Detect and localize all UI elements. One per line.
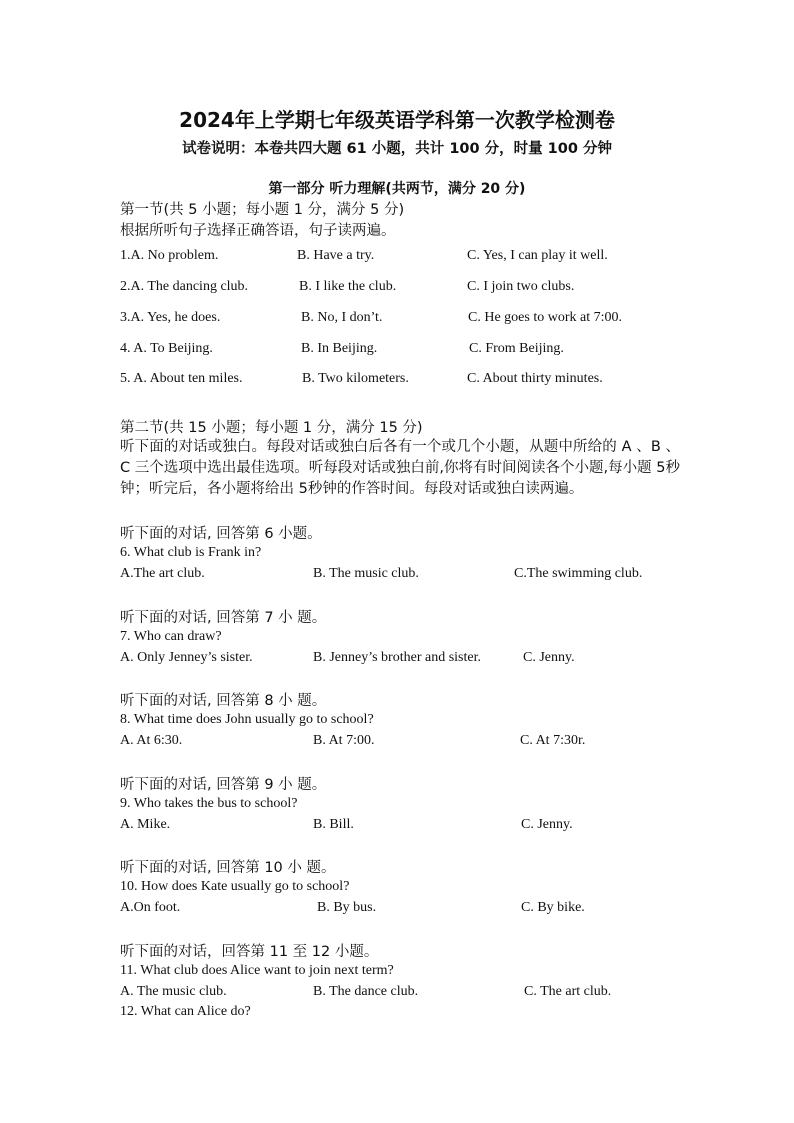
q1-option-b: B. Have a try.	[297, 248, 375, 263]
q9-question: 9. Who takes the bus to school?	[120, 796, 298, 811]
q7-option-b: B. Jenney’s brother and sister.	[313, 650, 481, 665]
q8-option-c: C. At 7:30r.	[520, 733, 586, 748]
part1-heading: 第一部分 听力理解(共两节，满分 20 分)	[268, 181, 526, 197]
q6-option-c: C.The swimming club.	[514, 566, 643, 581]
q6-option-a: A.The art club.	[120, 566, 205, 581]
q8-prompt: 听下面的对话, 回答第 8 小 题。	[120, 693, 327, 709]
q3-option-a: 3.A. Yes, he does.	[120, 310, 221, 325]
q1-option-a: 1.A. No problem.	[120, 248, 219, 263]
q7-prompt: 听下面的对话, 回答第 7 小 题。	[120, 610, 327, 626]
q2-option-b: B. I like the club.	[299, 279, 397, 294]
q11-question: 11. What club does Alice want to join next term?	[120, 963, 394, 978]
section2-heading: 第二节(共 15 小题；每小题 1 分，满分 15 分)	[120, 420, 423, 436]
q4-option-b: B. In Beijing.	[301, 341, 378, 356]
q10-prompt: 听下面的对话, 回答第 10 小 题。	[120, 860, 336, 876]
exam-instructions: 试卷说明：本卷共四大题 61 小题，共计 100 分，时量 100 分钟	[182, 141, 612, 157]
q1-option-c: C. Yes, I can play it well.	[467, 248, 608, 263]
q8-option-b: B. At 7:00.	[313, 733, 375, 748]
q8-option-a: A. At 6:30.	[120, 733, 183, 748]
q9-option-a: A. Mike.	[120, 817, 171, 832]
q4-option-c: C. From Beijing.	[469, 341, 564, 356]
q5-option-a: 5. A. About ten miles.	[120, 371, 243, 386]
q5-option-b: B. Two kilometers.	[302, 371, 409, 386]
q6-option-b: B. The music club.	[313, 566, 419, 581]
q7-option-a: A. Only Jenney’s sister.	[120, 650, 253, 665]
q6-question: 6. What club is Frank in?	[120, 545, 262, 560]
q3-option-b: B. No, I don’t.	[301, 310, 383, 325]
q2-option-a: 2.A. The dancing club.	[120, 279, 249, 294]
q10-option-b: B. By bus.	[317, 900, 377, 915]
q10-question: 10. How does Kate usually go to school?	[120, 879, 350, 894]
q11-option-a: A. The music club.	[120, 984, 227, 999]
q3-option-c: C. He goes to work at 7:00.	[468, 310, 622, 325]
q10-option-a: A.On foot.	[120, 900, 181, 915]
q4-option-a: 4. A. To Beijing.	[120, 341, 213, 356]
section2-instruction: 听下面的对话或独白。每段对话或独白后各有一个或几个小题，从题中所给的 A 、B 、C 三个选项中选出最佳选项。听每段对话或独白前,你将有时间阅读各个小题,每小题 5秒钟；听完后，各小题将给出 5秒钟的作答时间。每段对话或独白读两遍。	[120, 439, 680, 497]
section1-instruction: 根据所听句子选择正确答语，句子读两遍。	[120, 223, 396, 239]
q2-option-c: C. I join two clubs.	[467, 279, 575, 294]
q11-option-b: B. The dance club.	[313, 984, 419, 999]
q9-option-b: B. Bill.	[313, 817, 354, 832]
section1-heading: 第一节(共 5 小题；每小题 1 分，满分 5 分)	[120, 202, 405, 218]
q8-question: 8. What time does John usually go to school?	[120, 712, 374, 727]
q7-question: 7. Who can draw?	[120, 629, 222, 644]
q10-option-c: C. By bike.	[521, 900, 585, 915]
q9-prompt: 听下面的对话, 回答第 9 小 题。	[120, 777, 327, 793]
q12-question: 12. What can Alice do?	[120, 1004, 251, 1019]
q9-option-c: C. Jenny.	[521, 817, 573, 832]
q7-option-c: C. Jenny.	[523, 650, 575, 665]
exam-title: 2024年上学期七年级英语学科第一次教学检测卷	[179, 108, 615, 132]
q5-option-c: C. About thirty minutes.	[467, 371, 603, 386]
q6-prompt: 听下面的对话, 回答第 6 小题。	[120, 526, 322, 542]
q11-option-c: C. The art club.	[524, 984, 612, 999]
q11-12-prompt: 听下面的对话，回答第 11 至 12 小题。	[120, 944, 379, 960]
